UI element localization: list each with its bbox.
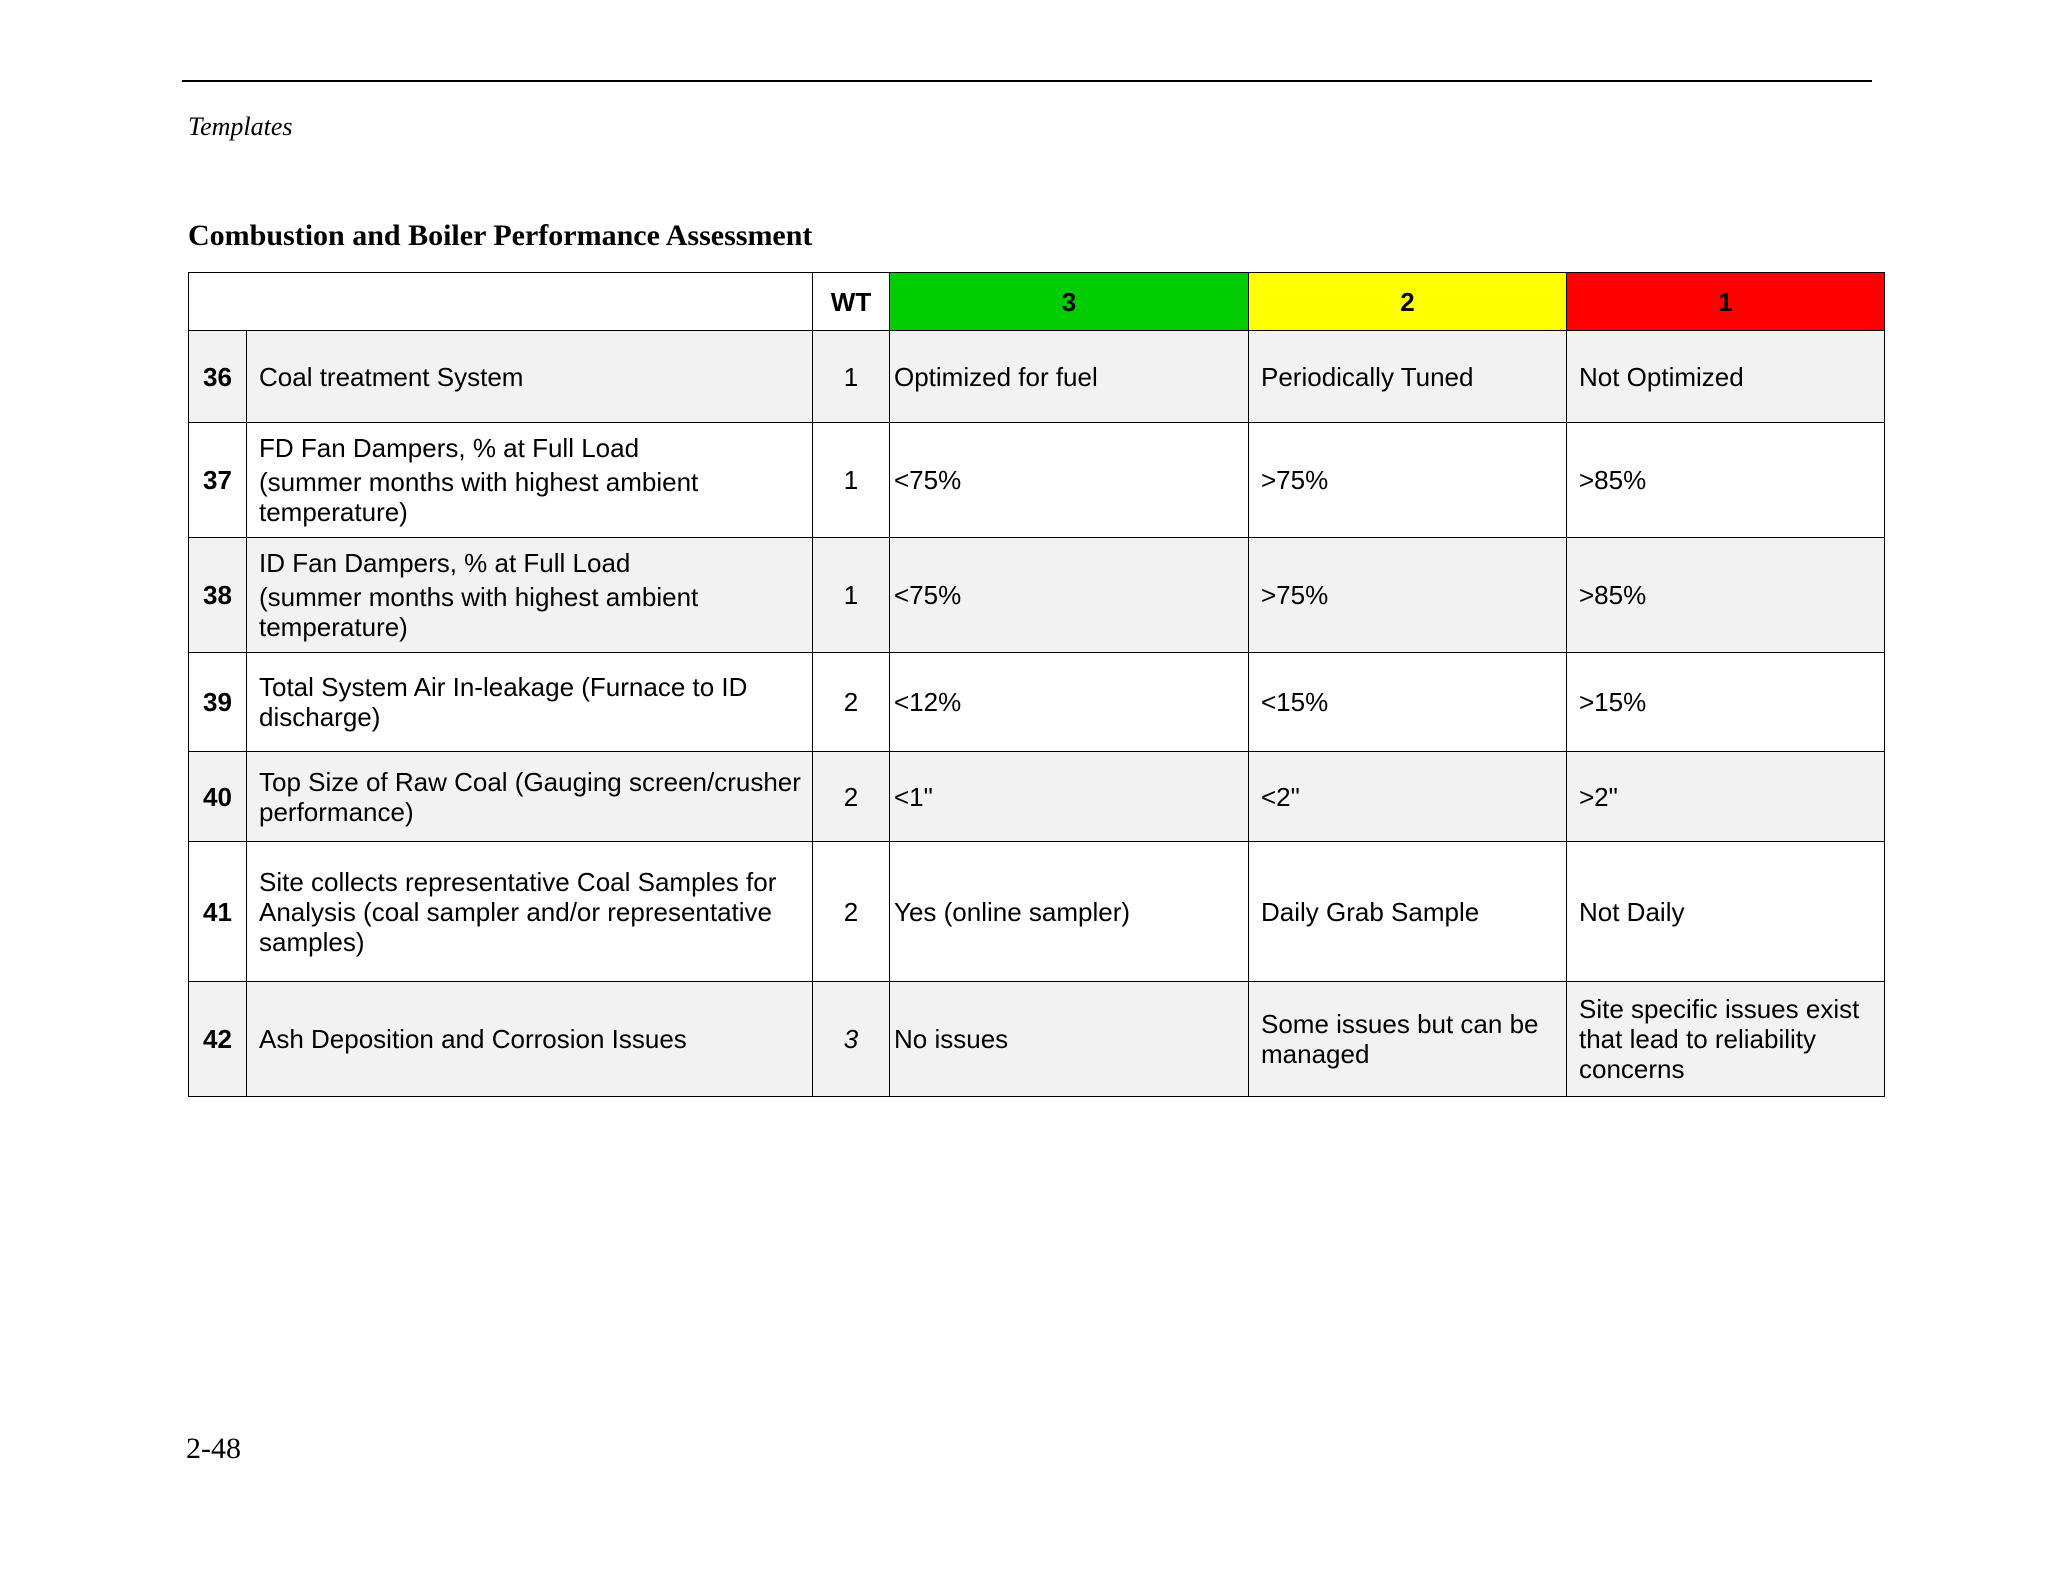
row-level-3: No issues	[890, 982, 1249, 1097]
row-number: 39	[189, 653, 247, 752]
row-number: 36	[189, 331, 247, 423]
row-level-3: <75%	[890, 538, 1249, 653]
table-row	[189, 842, 1885, 982]
table-header-row	[189, 273, 1885, 331]
top-rule	[182, 80, 1872, 82]
table-row	[189, 538, 1885, 653]
table-row	[189, 752, 1885, 842]
row-level-2: Daily Grab Sample	[1249, 842, 1567, 982]
row-description: Coal treatment System	[247, 331, 813, 423]
row-description	[247, 538, 813, 653]
row-description: Ash Deposition and Corrosion Issues	[247, 982, 813, 1097]
row-number: 41	[189, 842, 247, 982]
row-level-3: Yes (online sampler)	[890, 842, 1249, 982]
row-level-3: <1"	[890, 752, 1249, 842]
row-level-1: Not Optimized	[1567, 331, 1885, 423]
row-description: Total System Air In-leakage (Furnace to ID discharge)	[247, 653, 813, 752]
table-row	[189, 331, 1885, 423]
row-description-line: ID Fan Dampers, % at Full Load	[259, 548, 631, 578]
row-level-1: >85%	[1567, 538, 1885, 653]
table-row	[189, 423, 1885, 538]
row-weight: 2	[813, 653, 890, 752]
row-level-2: <15%	[1249, 653, 1567, 752]
table-row	[189, 982, 1885, 1097]
row-level-1: >85%	[1567, 423, 1885, 538]
row-number: 38	[189, 538, 247, 653]
row-level-2: Periodically Tuned	[1249, 331, 1567, 423]
row-number: 37	[189, 423, 247, 538]
page-number: 2-48	[186, 1432, 241, 1465]
header-wt: WT	[813, 273, 890, 331]
row-weight: 1	[813, 423, 890, 538]
row-description-line: FD Fan Dampers, % at Full Load	[259, 433, 640, 463]
row-description: Site collects representative Coal Samples for Analysis (coal sampler and/or representative samples)	[247, 842, 813, 982]
header-level-1: 1	[1567, 273, 1885, 331]
row-level-2: <2"	[1249, 752, 1567, 842]
row-weight: 1	[813, 331, 890, 423]
page-title: Combustion and Boiler Performance Assessment	[188, 219, 813, 252]
row-description	[247, 423, 813, 538]
row-level-3: <12%	[890, 653, 1249, 752]
row-description: Top Size of Raw Coal (Gauging screen/crusher performance)	[247, 752, 813, 842]
header-level-2: 2	[1249, 273, 1567, 331]
row-level-1: >15%	[1567, 653, 1885, 752]
row-level-3: <75%	[890, 423, 1249, 538]
row-level-1: Site specific issues exist that lead to reliability concerns	[1567, 982, 1885, 1097]
row-weight: 1	[813, 538, 890, 653]
assessment-table	[188, 272, 1885, 1097]
row-description-line: (summer months with highest ambient temperature)	[259, 467, 699, 527]
row-level-1: Not Daily	[1567, 842, 1885, 982]
row-level-2: Some issues but can be managed	[1249, 982, 1567, 1097]
row-weight: 3	[813, 982, 890, 1097]
row-level-3: Optimized for fuel	[890, 331, 1249, 423]
row-number: 42	[189, 982, 247, 1097]
row-weight: 2	[813, 842, 890, 982]
row-weight: 2	[813, 752, 890, 842]
table-row	[189, 653, 1885, 752]
header-level-3: 3	[890, 273, 1249, 331]
header-blank-cell	[189, 273, 813, 331]
row-description-line: (summer months with highest ambient temperature)	[259, 582, 699, 642]
row-level-1: >2"	[1567, 752, 1885, 842]
row-number: 40	[189, 752, 247, 842]
row-level-2: >75%	[1249, 423, 1567, 538]
running-head: Templates	[188, 112, 293, 141]
row-level-2: >75%	[1249, 538, 1567, 653]
